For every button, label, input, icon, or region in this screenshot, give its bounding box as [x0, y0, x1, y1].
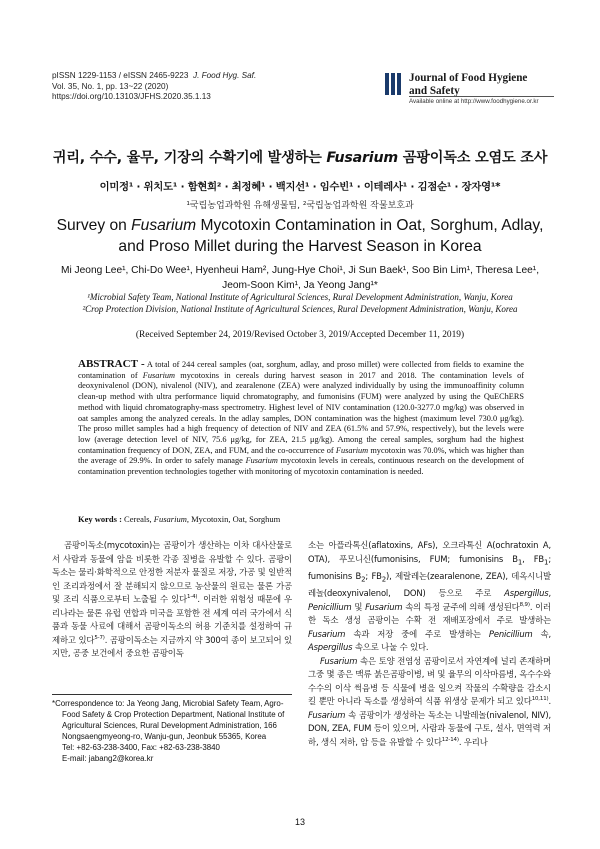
masthead-divider [409, 96, 554, 97]
english-title: Survey on Fusarium Mycotoxin Contamination in Oat, Sorghum, Adlay, and Proso Millet during the Harvest Season in Korea [56, 217, 544, 255]
correspondence-email[interactable]: E-mail: jabang2@korea.kr [62, 753, 154, 763]
correspondence-footnote: *Correspondence to: Ja Yeong Jang, Microbial Safety Team, Agro- Food Safety & Crop Protection Department, National Institute of Agricultural Sciences, Rural Development Administration, 166 Nongsaengmyeong-ro, Wanju-gun, Jeonbuk 55365, Korea Tel: +82-63-238-3400, Fax: +82-63-238-3840 E-mail: jabang2@korea.kr [52, 699, 292, 764]
korean-affiliation: ¹국립농업과학원 유해생물팀, ²국립농업과학원 작물보호과 [186, 201, 414, 211]
issn: pISSN 1229-1153 / eISSN 2465-9223 [52, 71, 189, 80]
volume: Vol. 35, No. 1, pp. 13~22 (2020) [52, 81, 169, 91]
english-affiliations: ¹Microbial Safety Team, National Institute of Agricultural Sciences, Rural Development Administration, Wanju, Korea ²Crop Protection Division, National Institute of Agricultural Sciences, Rural Development Administration, Wanju, Korea [82, 292, 518, 314]
korean-authors: 이미정¹ · 위치도¹ · 함현희² · 최정혜¹ · 백지선¹ · 임수빈¹ · 이테레사¹ · 김점순¹ · 장자영¹* [99, 181, 501, 193]
body-column-right [308, 539, 551, 750]
page-number: 13 [294, 817, 305, 827]
journal-abbrev: J. Food Hyg. Saf. [192, 71, 257, 80]
abstract: ABSTRACT - A total of 244 cereal samples (oat, sorghum, adlay, and proso millet) were collected from fields to examine the contamination of Fusarium mycotoxins in cereals during harvest season in 2017 and 2018. The contamination levels of deoxynivalenol (DON), nivalenol (NIV), and zearalenone (ZEA) were analyzed individually by using the immunoaffinity column clean-up method with ultra performance liquid chromatography, and fumonisins (FUM) were analyzed by using the QuEChERS method with liquid chromatography-mass spectrometry. Highest level of NIV contamination (120.0-3277.0 mg/kg) was observed in oat samples among the analyzed cereals. In the adlay samples, DON contamination was the highest (maximum level 730.0 μg/kg). The proso millet samples had a high frequency of detection of NIV and ZEA (61.5% and 57.9%, respectively), but the levels were low (average detection level of NIV, 75.6 μg/kg, for ZEA, 21.5 μg/kg). Among the cereal samples, sorghum had the highest contamination frequency of DON, ZEA, and FUM, and the co-occurrence of Fusarium mycotoxin was 70.0%, which was higher than the average of 29.9%. In order to safely manage Fusarium mycotoxin levels in cereals, continuous research on the development of contamination prevention technologies together with monitoring of mycotoxin contamination is needed. [78, 358, 525, 477]
journal-url[interactable]: Available online at http://www.foodhygiene.or.kr [409, 98, 539, 105]
keywords-label: Key words : [78, 514, 122, 524]
english-authors: Mi Jeong Lee¹, Chi-Do Wee¹, Hyenheui Ham², Jung-Hye Choi¹, Ji Sun Baek¹, Soo Bin Lim¹, Theresa Lee¹, Jeom-Soon Kim¹, Ja Yeong Jang¹* [60, 265, 540, 291]
paragraph: 소는 아플라톡신(aflatoxins, AFs), 오크라톡신 A(ochratoxin A, OTA), 푸모니신(fumonisins, FUM; fumonisins $B_1$, $FB_1$; fumonisins $B_2$; $FB_2$), 제랄레논(zearalenone, ZEA), 데옥시니발레놀(deoxynivalenol, DON) 등으로 주로 Aspergillus, Penicillium 및 Fusarium 속의 특정 균주에 의해 생성된다$^{8,9)}$. 이러한 독소 생성 곰팡이는 수확 전 재배포장에서 주로 발생하는 Fusarium 속과 저장 중에 주로 발생하는 Penicillium 속, Aspergillus 속으로 나눌 수 있다. [308, 540, 552, 653]
journal-masthead [385, 70, 551, 106]
footnote-divider [52, 694, 292, 695]
journal-meta [52, 71, 256, 103]
journal-name: Journal of Food Hygiene and Safety [409, 72, 528, 97]
body-column-left [52, 539, 292, 661]
abstract-label: ABSTRACT - [78, 358, 145, 370]
received-dates: (Received September 24, 2019/Revised October 3, 2019/Accepted December 11, 2019) [135, 330, 465, 340]
korean-title: 귀리, 수수, 율무, 기장의 수확기에 발생하는 Fusarium 곰팡이독소 오염도 조사 [52, 150, 548, 166]
paragraph: 곰팡이독소(mycotoxin)는 곰팡이가 생산하는 이차 대사산물로서 사람과 동물에 암을 비롯한 각종 질병을 유발할 수 있다. 곰팡이독소는 물리·화학적으로 안정한 저분자 물질로 저장, 가공 및 일반적인 조리과정에서 잘 분해되지 않으므로 농산물의 원료는 물론 가공 및 조리 식품으로부터 노출될 수 있다$^{1-4)}$. 이러한 위험성 때문에 우리나라는 물론 유럽 연합과 미국을 포함한 전 세계 여러 국가에서 식품과 동물 사료에 대해서 곰팡이독소의 허용 기준치를 설정하여 규제하고 있다$^{5-7)}$. 곰팡이독소는 지금까지 약 300여 종이 보고되어 있지만, 공중 보건에서 중요한 곰팡이독 [52, 540, 292, 659]
keywords: Key words : Cereals, Fusarium, Mycotoxin, Oat, Sorghum [78, 514, 281, 524]
journal-logo-icon [385, 73, 403, 95]
paragraph: Fusarium 속은 토양 전염성 곰팡이로서 자연계에 널리 존재하며 그중 몇 종은 맥류 붉은곰팡이병, 벼 및 율무의 이삭마름병, 옥수수와 수수의 이삭 썩음병 등 식물에 병을 일으켜 작물의 수확량을 감소시킬 뿐만 아니라 독소를 생성하여 식품 위생상 문제가 되고 있다$^{10,11)}$. Fusarium 속 곰팡이가 생성하는 독소는 니발레놀(nivalenol, NIV), DON, ZEA, FUM 등이 있으며, 사람과 동물에 구토, 설사, 면역력 저하, 생식 저하, 암 등을 유발할 수 있다$^{12-14)}$. 우리나 [308, 655, 551, 747]
doi-link[interactable]: https://doi.org/10.13103/JFHS.2020.35.1.13 [52, 92, 211, 102]
